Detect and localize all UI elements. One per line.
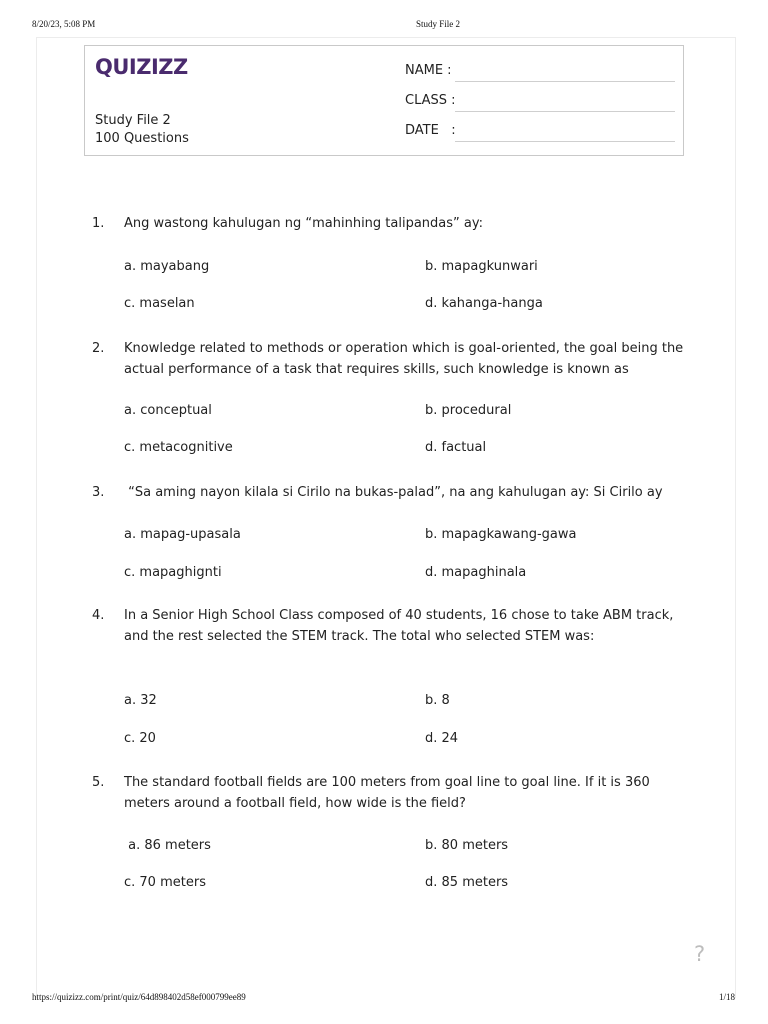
option-d: d. mapaghinala bbox=[425, 565, 527, 580]
print-header bbox=[0, 19, 768, 33]
option-a: a. 32 bbox=[124, 693, 157, 708]
option-a: a. 86 meters bbox=[124, 838, 211, 853]
print-timestamp: 8/20/23, 5:08 PM bbox=[32, 19, 96, 29]
class-label: CLASS : bbox=[405, 93, 456, 108]
option-b: b. 8 bbox=[425, 693, 450, 708]
print-title: Study File 2 bbox=[415, 19, 460, 29]
name-label: NAME : bbox=[405, 63, 452, 78]
class-line bbox=[455, 111, 675, 112]
option-d: d. 85 meters bbox=[425, 875, 509, 890]
option-b: b. 80 meters bbox=[425, 838, 509, 853]
question-count: 100 Questions bbox=[95, 131, 189, 146]
date-line bbox=[455, 141, 675, 142]
quiz-header-box bbox=[84, 45, 684, 156]
date-label: DATE : bbox=[405, 123, 456, 138]
option-c: c. mapaghignti bbox=[124, 565, 222, 580]
option-a: a. mayabang bbox=[124, 259, 210, 274]
question-text: In a Senior High School Class composed of 40 students, 16 chose to take ABM track, and the rest selected the STEM track. The total who selected STEM was: bbox=[124, 608, 674, 644]
print-footer bbox=[0, 992, 768, 1006]
option-d: d. kahanga-hanga bbox=[425, 296, 543, 311]
option-a: a. conceptual bbox=[124, 403, 212, 418]
option-b: b. mapagkunwari bbox=[425, 259, 538, 274]
question-mark-icon[interactable]: ? bbox=[694, 942, 706, 966]
question-number: 4. bbox=[92, 608, 105, 623]
page-card bbox=[36, 37, 736, 998]
print-url: https://quizizz.com/print/quiz/64d898402d58ef000799ee89 bbox=[32, 992, 246, 1002]
option-b: b. mapagkawang-gawa bbox=[425, 527, 577, 542]
option-c: c. 70 meters bbox=[124, 875, 206, 890]
question-text: “Sa aming nayon kilala si Cirilo na bukas-palad”, na ang kahulugan ay: Si Cirilo ay bbox=[124, 485, 663, 500]
option-c: c. maselan bbox=[124, 296, 195, 311]
question-text: Knowledge related to methods or operation which is goal-oriented, the goal being the actual performance of a task that requires skills, such knowledge is known as bbox=[124, 341, 684, 377]
question-text: The standard football fields are 100 meters from goal line to goal line. If it is 360 meters around a football field, how wide is the field? bbox=[124, 775, 650, 811]
question-number: 5. bbox=[92, 775, 105, 790]
option-a: a. mapag-upasala bbox=[124, 527, 241, 542]
page-number: 1/18 bbox=[718, 992, 735, 1002]
option-c: c. 20 bbox=[124, 731, 156, 746]
quiz-title: Study File 2 bbox=[95, 113, 171, 128]
option-d: d. 24 bbox=[425, 731, 459, 746]
option-b: b. procedural bbox=[425, 403, 512, 418]
quizizz-logo: QUIZIZZ bbox=[95, 55, 188, 79]
question-number: 3. bbox=[92, 485, 105, 500]
question-number: 1. bbox=[92, 216, 105, 231]
question-number: 2. bbox=[92, 341, 105, 356]
option-d: d. factual bbox=[425, 440, 487, 455]
option-c: c. metacognitive bbox=[124, 440, 233, 455]
question-text: Ang wastong kahulugan ng “mahinhing talipandas” ay: bbox=[124, 216, 483, 231]
name-line bbox=[455, 81, 675, 82]
